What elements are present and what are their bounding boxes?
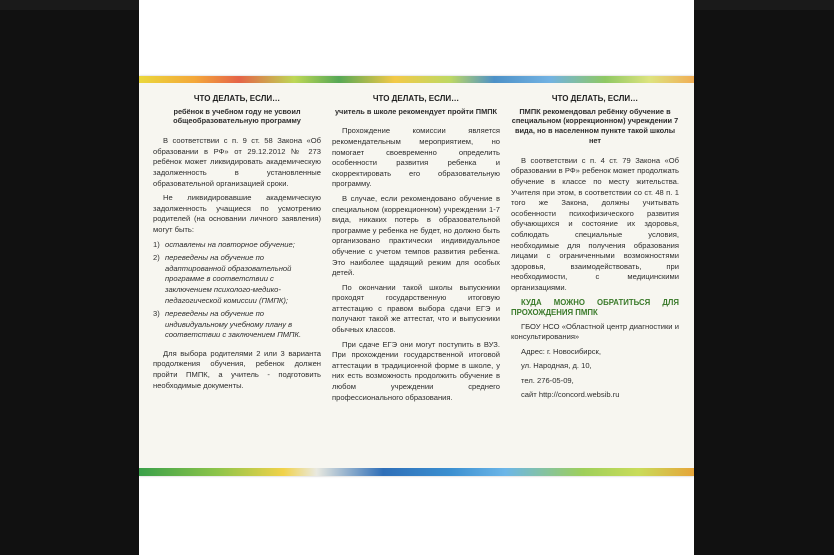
panel-subtitle: ПМПК рекомендовал ребёнку обучение в специальном (коррекционном) учреждении 7 вида, но в населенном пункте такой школы нет [511, 106, 679, 145]
list-item: 3) переведены на обучение по индивидуальному учебному плану в соответствии с заключением ПМПК. [153, 309, 302, 340]
paragraph: В соответствии с п. 4 ст. 79 Закона «Об образовании в РФ» ребенок может продолжать обучение в классе по месту жительства. Учителя при этом, в соответствии со ст. 48 п. 1 того же Закона, должны учитывать особенности психофизического развития обучающихся и состояние их здоровья, соблюдать специальные условия, необходимые для получения образования лицами с ограниченными возможностями здоровья, взаимодействовать, при необходимости, с медицинскими организациями. [511, 155, 679, 292]
paragraph: В случае, если рекомендовано обучение в специальном (коррекционном) учреждении 1-7 вида, никаких потерь в образовательной программе у ребенка не будет, но должно быть организовано практически индивидуальное обучение с учетом темпов развития ребенка. Это наиболее щадящий режим для особых детей. [332, 193, 500, 278]
paragraph: При сдаче ЕГЭ они могут поступить в ВУЗ. При прохождении государственной итоговой аттестации в традиционной форме в школе, у них есть возможность продолжить обучение в любом учреждении среднего профессионального образования. [332, 339, 500, 402]
panel-no-school-nearby [511, 94, 679, 405]
paragraph: По окончании такой школы выпускники проходят государственную итоговую аттестацию с правом выбора сдачи ЕГЭ и получают такой же аттестат, что и выпускники обычных классов. [332, 282, 500, 335]
paragraph: Для выбора родителями 2 или 3 варианта продолжения обучения, ребенок должен пройти ПМПК, а учитель - подготовить необходимые документы. [153, 348, 321, 390]
bottom-color-stripe [139, 468, 694, 476]
top-color-stripe [139, 76, 694, 83]
panel-academic-debt [153, 94, 321, 395]
paragraph: Не ликвидировавшие академическую задолженность учащиеся по усмотрению родителей (на основании личного заявления) могут быть: [153, 193, 321, 234]
options-list [153, 240, 321, 341]
panel-subtitle: ребёнок в учебном году не усвоил общеобразовательную программу [173, 106, 301, 126]
organization-name: ГБОУ НСО «Областной центр диагностики и консультирования» [511, 321, 679, 342]
panel-title: ЧТО ДЕЛАТЬ, ЕСЛИ… [551, 94, 639, 103]
panel-teacher-recommends [332, 94, 500, 407]
paragraph: В соответствии с п. 9 ст. 58 Закона «Об образовании в РФ» от 29.12.2012 № 273 ребёнок может ликвидировать академическую задолженность в установленные образовательной организацией сроки. [153, 136, 321, 188]
panel-subtitle: учитель в школе рекомендует пройти ПМПК [334, 106, 498, 116]
panel-title: ЧТО ДЕЛАТЬ, ЕСЛИ… [193, 94, 281, 103]
phone-line: тел. 276-05-09, [521, 375, 574, 385]
list-item: 1) оставлены на повторное обучение; [153, 239, 295, 249]
address-line: Адрес: г. Новосибирск, [521, 346, 601, 356]
brochure-sheet [139, 76, 694, 476]
paragraph: Прохождение комиссии является рекомендательным мероприятием, но помогает своевременно определить особенности развития ребенка и скорректировать его образовательную программу. [332, 126, 500, 189]
website-line: сайт http://concord.websib.ru [521, 390, 620, 400]
contact-heading: КУДА МОЖНО ОБРАТИТЬСЯ ДЛЯ ПРОХОЖДЕНИЯ ПМПК [511, 297, 679, 317]
address-line: ул. Народная, д. 10, [521, 361, 592, 371]
panel-title: ЧТО ДЕЛАТЬ, ЕСЛИ… [372, 94, 460, 103]
list-item: 2) переведены на обучение по адаптированной образовательной программе в соответствии с заключением психолого-медико-педагогической комиссии (ПМПК); [153, 253, 292, 305]
